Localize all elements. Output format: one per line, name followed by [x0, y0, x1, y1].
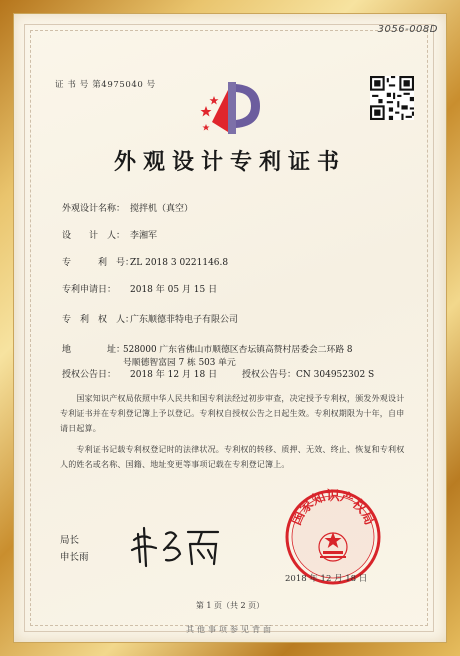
address-label: 地 址：: [62, 345, 126, 355]
qr-code: [370, 76, 414, 120]
patentee-value: 广东顺德菲特电子有限公司: [130, 315, 239, 325]
design-name-value: 搅拌机（真空）: [130, 204, 194, 214]
handwritten-signature: [128, 520, 228, 570]
address-line-1: 528000 广东省佛山市顺德区杏坛镇高赞村居委会二环路 8: [123, 345, 353, 355]
filing-date-row: [62, 282, 217, 295]
grant-date-label: 授权公告日：: [62, 370, 117, 380]
designer-value: 李湘军: [130, 231, 158, 241]
certificate-number: 证 书 号 第4975040 号: [55, 80, 156, 90]
grant-paragraph: 国家知识产权局依照中华人民共和国专利法经过初步审查，决定授予专利权，颁发外观设计专利证书并在专利登记簿上予以登记。专利权自授权公告之日起生效。专利权期限为十年，自申请日起算。: [60, 394, 405, 433]
svg-text:国家知识产权局: 国家知识产权局: [289, 488, 377, 528]
designer-label: 设 计 人：: [62, 231, 126, 241]
page-indicator: 第 1 页（共 2 页）: [195, 601, 265, 610]
filing-date-label: 专利申请日：: [62, 285, 117, 295]
patent-no-label: 专 利 号：: [62, 258, 135, 268]
address-row: [62, 342, 130, 355]
notice-paragraph: 专利证书记载专利权登记时的法律状况。专利权的转移、质押、无效、终止、恢复和专利权人的姓名或名称、国籍、地址变更等事项记载在专利登记簿上。: [60, 445, 405, 469]
handwritten-note: 3056-008D: [377, 24, 438, 35]
patentee-label: 专 利 权 人：: [62, 315, 135, 325]
patent-no-row: [62, 255, 228, 268]
director-name: 申长雨: [60, 552, 89, 563]
design-name-row: [62, 201, 193, 214]
grant-date-value: 2018 年 12 月 18 日: [130, 370, 218, 380]
seal-date: 2018 年 12 月 18 日: [285, 574, 368, 584]
cnipa-logo: [198, 76, 270, 138]
designer-row: [62, 228, 157, 241]
footer-note: 其他事项参见背面: [186, 625, 274, 634]
certificate-title: 外观设计专利证书: [113, 149, 346, 175]
address-line-2: 号顺德智富园 7 栋 503 单元: [123, 358, 236, 368]
grant-row: [62, 367, 374, 380]
filing-date-value: 2018 年 05 月 15 日: [130, 285, 218, 295]
design-name-label: 外观设计名称：: [62, 204, 126, 214]
patent-no-value: ZL 2018 3 0221146.8: [130, 258, 229, 268]
grant-no-label: 授权公告号：: [242, 370, 297, 380]
director-title: 局长: [60, 535, 80, 546]
patentee-row: [62, 312, 238, 325]
grant-no-value: CN 304952302 S: [296, 370, 375, 380]
